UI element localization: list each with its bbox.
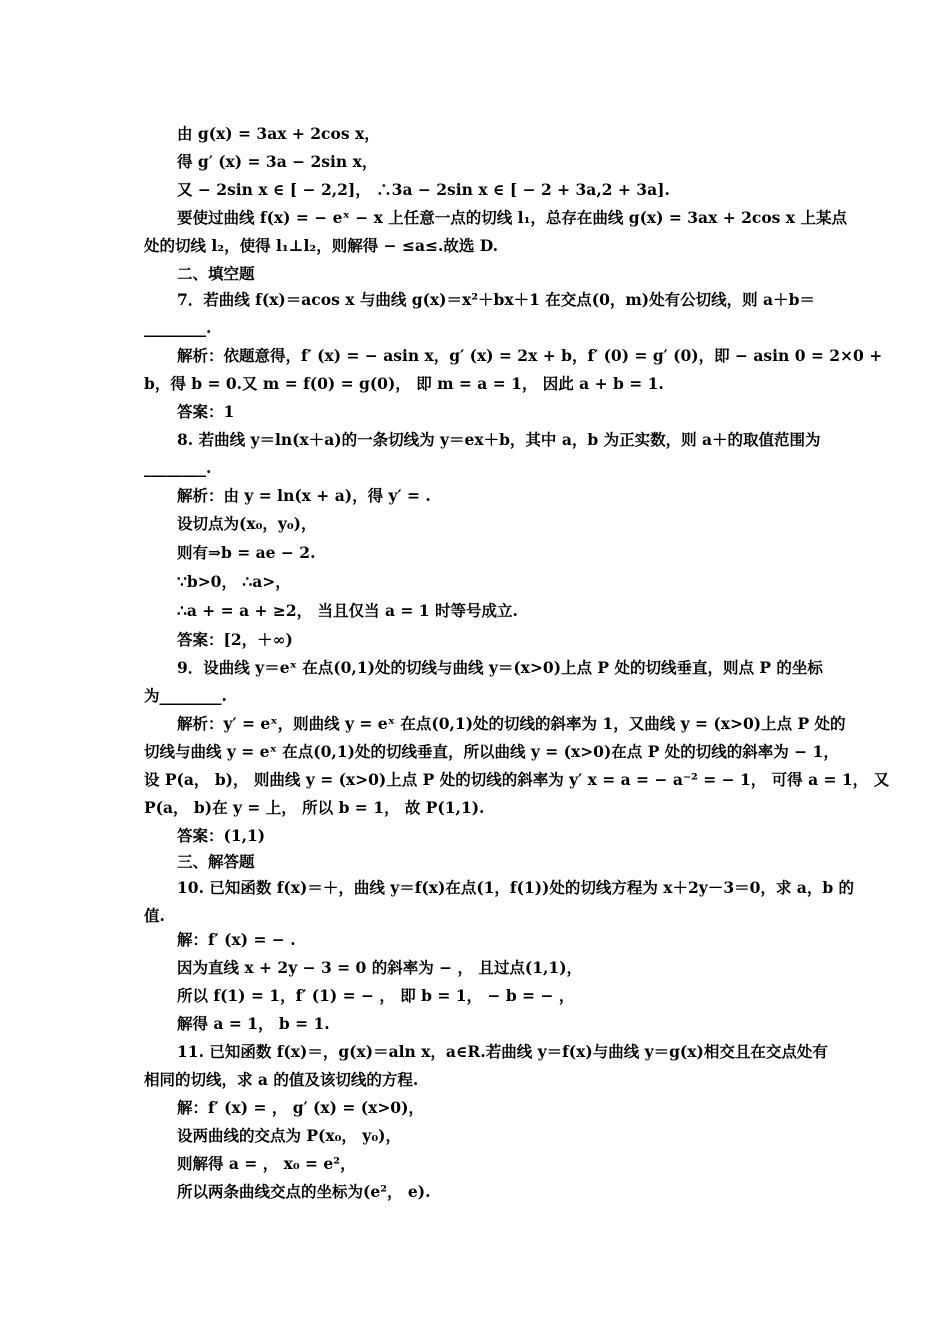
text-line: 要使过曲线 f(x) = − eˣ − x 上任意一点的切线 l₁，总存在曲线 g(x) = 3ax + 2cos x 上某点 — [177, 208, 847, 227]
text-line: 处的切线 l₂，使得 l₁⊥l₂，则解得 − ≤a≤.故选 D. — [144, 236, 499, 255]
answer-blank: ________. — [144, 318, 212, 337]
section-heading: 二、填空题 — [177, 264, 255, 283]
question-10: 10. 已知函数 f(x)＝＋，曲线 y＝f(x)在点(1，f(1))处的切线方程为 x＋2y－3＝0，求 a，b 的 — [177, 878, 855, 897]
text-line: b，得 b = 0.又 m = f(0) = g(0)， 即 m = a = 1， 因此 a + b = 1. — [144, 374, 664, 393]
text-line: 解析：由 y = ln(x + a)，得 y′ = . — [177, 486, 431, 505]
text-line: 为________. — [144, 686, 227, 705]
text-line: 所以两条曲线交点的坐标为(e²， e). — [177, 1182, 431, 1201]
text-line: ∵b>0， ∴a>， — [177, 572, 291, 591]
text-line: 又 − 2sin x ∈ [ − 2,2]， ∴3a − 2sin x ∈ [ − 2 + 3a,2 + 3a]. — [177, 180, 670, 199]
question-11: 11. 已知函数 f(x)＝，g(x)＝aln x，a∈R.若曲线 y＝f(x)与曲线 y＝g(x)相交且在交点处有 — [177, 1042, 828, 1061]
text-line: 解得 a = 1， b = 1. — [177, 1014, 330, 1033]
text-line: 解：f′ (x) = ， g′ (x) = (x>0)， — [177, 1098, 424, 1117]
text-line: 则有⇒b = ae − 2. — [177, 543, 316, 562]
answer-line: 答案：(1,1) — [177, 826, 266, 845]
answer-line: 答案：[2，＋∞) — [177, 630, 293, 649]
text-line: 由 g(x) = 3ax + 2cos x， — [177, 124, 380, 143]
text-line: 切线与曲线 y = eˣ 在点(0,1)处的切线垂直，所以曲线 y = (x>0)在点 P 处的切线的斜率为 − 1， — [144, 742, 839, 761]
section-heading: 三、解答题 — [177, 852, 255, 871]
text-line: 所以 f(1) = 1，f′ (1) = − ， 即 b = 1， − b = − ， — [177, 986, 575, 1005]
text-line: 相同的切线，求 a 的值及该切线的方程. — [144, 1070, 419, 1089]
answer-blank: ________. — [144, 458, 212, 477]
text-line: 得 g′ (x) = 3a − 2sin x， — [177, 152, 378, 171]
text-line: 设切点为(x₀，y₀)， — [177, 514, 317, 533]
text-line: ∴a + = a + ≥2， 当且仅当 a = 1 时等号成立. — [177, 601, 518, 620]
text-line: 则解得 a = ， x₀ = e²， — [177, 1154, 356, 1173]
text-line: 解析：y′ = eˣ，则曲线 y = eˣ 在点(0,1)处的切线的斜率为 1，又曲线 y = (x>0)上点 P 处的 — [177, 714, 846, 733]
answer-line: 答案：1 — [177, 402, 235, 421]
text-line: 解：f′ (x) = − . — [177, 930, 296, 949]
question-9: 9．设曲线 y＝eˣ 在点(0,1)处的切线与曲线 y＝(x>0)上点 P 处的切线垂直，则点 P 的坐标 — [177, 658, 823, 677]
question-8: 8. 若曲线 y＝ln(x＋a)的一条切线为 y＝ex＋b，其中 a，b 为正实数，则 a＋的取值范围为 — [177, 430, 821, 449]
text-line: 值. — [144, 906, 165, 925]
text-line: 设 P(a， b)， 则曲线 y = (x>0)上点 P 处的切线的斜率为 y′ x = a = − a⁻² = − 1， 可得 a = 1， 又 — [144, 770, 890, 789]
text-line: P(a， b)在 y = 上， 所以 b = 1， 故 P(1,1). — [144, 798, 485, 817]
text-line: 因为直线 x + 2y − 3 = 0 的斜率为 − ， 且过点(1,1)， — [177, 958, 583, 977]
text-line: 解析：依题意得，f′ (x) = − asin x，g′ (x) = 2x + b，f′ (0) = g′ (0)，即 − asin 0 = 2×0 + — [177, 346, 883, 365]
question-7: 7．若曲线 f(x)＝acos x 与曲线 g(x)＝x²＋bx＋1 在交点(0，m)处有公切线，则 a＋b＝ — [177, 290, 815, 309]
text-line: 设两曲线的交点为 P(x₀， y₀)， — [177, 1126, 401, 1145]
